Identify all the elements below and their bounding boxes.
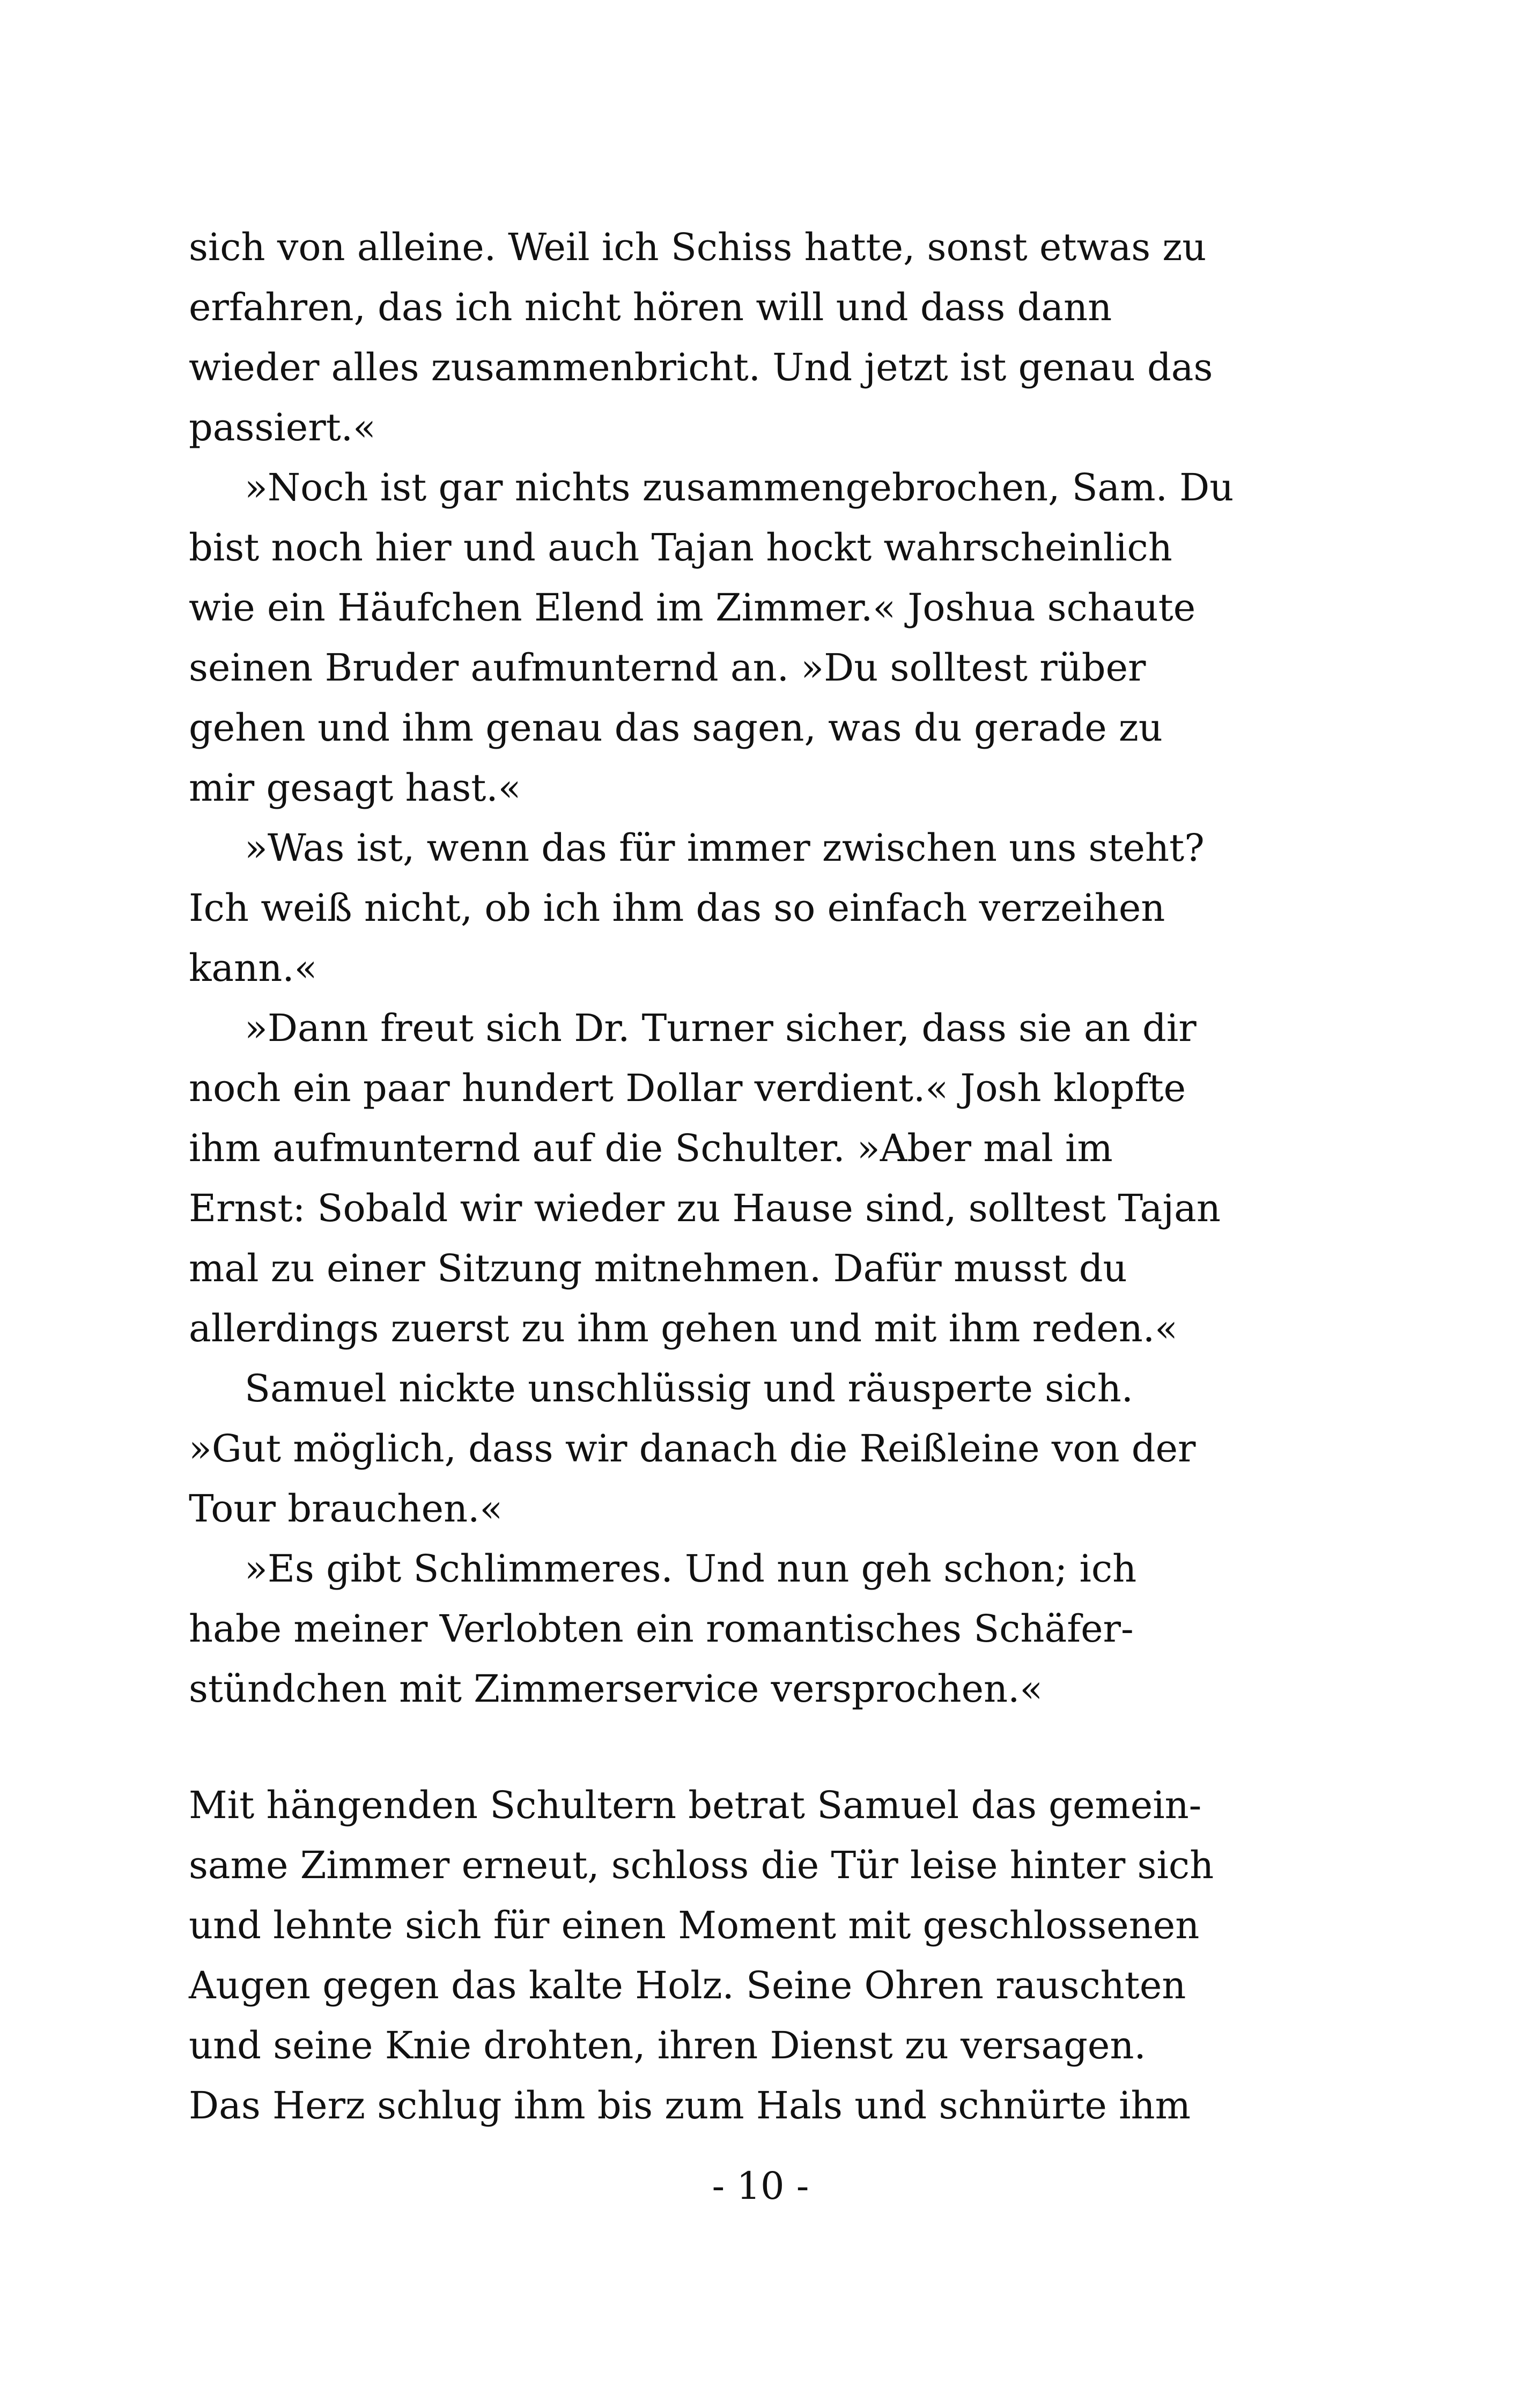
- text-line: »Es gibt Schlimmeres. Und nun geh schon; ich: [245, 1547, 1137, 1591]
- text-line: Das Herz schlug ihm bis zum Hals und schnürte ihm: [189, 2084, 1191, 2128]
- text-line: Samuel nickte unschlüssig und räusperte sich.: [245, 1366, 1134, 1410]
- text-line: same Zimmer erneut, schloss die Tür leise hinter sich: [189, 1843, 1214, 1887]
- text-line: stündchen mit Zimmerservice versprochen.«: [189, 1667, 1043, 1711]
- text-line: und lehnte sich für einen Moment mit geschlossenen: [189, 1903, 1200, 1947]
- text-block-new-scene: [189, 1775, 1433, 2136]
- text-line: habe meiner Verlobten ein romantisches Schäfer-: [189, 1607, 1134, 1651]
- text-line: wieder alles zusammenbricht. Und jetzt ist genau das: [189, 345, 1213, 389]
- text-line: noch ein paar hundert Dollar verdient.« Josh klopfte: [189, 1066, 1186, 1110]
- text-line: wie ein Häufchen Elend im Zimmer.« Joshua schaute: [189, 586, 1196, 630]
- text-line: erfahren, das ich nicht hören will und dass dann: [189, 285, 1112, 329]
- text-line: mir gesagt hast.«: [189, 766, 521, 810]
- text-line: Tour brauchen.«: [189, 1487, 503, 1531]
- text-line: »Noch ist gar nichts zusammengebrochen, Sam. Du: [245, 466, 1234, 509]
- text-line: ihm aufmunternd auf die Schulter. »Aber mal im: [189, 1126, 1113, 1170]
- text-line: sich von alleine. Weil ich Schiss hatte, sonst etwas zu: [189, 225, 1207, 269]
- text-line: allerdings zuerst zu ihm gehen und mit ihm reden.«: [189, 1306, 1178, 1350]
- text-line: »Gut möglich, dass wir danach die Reißleine von der: [189, 1427, 1196, 1471]
- text-line: bist noch hier und auch Tajan hockt wahrscheinlich: [189, 526, 1172, 570]
- page-number: - 10 -: [712, 2164, 809, 2208]
- text-line: seinen Bruder aufmunternd an. »Du solltest rüber: [189, 646, 1146, 690]
- text-line: Mit hängenden Schultern betrat Samuel das gemein-: [189, 1783, 1202, 1827]
- text-line: und seine Knie drohten, ihren Dienst zu versagen.: [189, 2023, 1146, 2067]
- text-line: kann.«: [189, 946, 318, 990]
- text-line: gehen und ihm genau das sagen, was du gerade zu: [189, 706, 1163, 750]
- text-line: Ich weiß nicht, ob ich ihm das so einfach verzeihen: [189, 886, 1165, 930]
- text-block-continuation: [189, 217, 1433, 1719]
- text-line: »Dann freut sich Dr. Turner sicher, dass sie an dir: [245, 1006, 1197, 1050]
- text-line: mal zu einer Sitzung mitnehmen. Dafür musst du: [189, 1246, 1127, 1290]
- text-line: »Was ist, wenn das für immer zwischen uns steht?: [245, 826, 1205, 870]
- text-line: Ernst: Sobald wir wieder zu Hause sind, solltest Tajan: [189, 1186, 1221, 1230]
- text-line: passiert.«: [189, 405, 376, 449]
- text-line: Augen gegen das kalte Holz. Seine Ohren rauschten: [189, 1963, 1186, 2007]
